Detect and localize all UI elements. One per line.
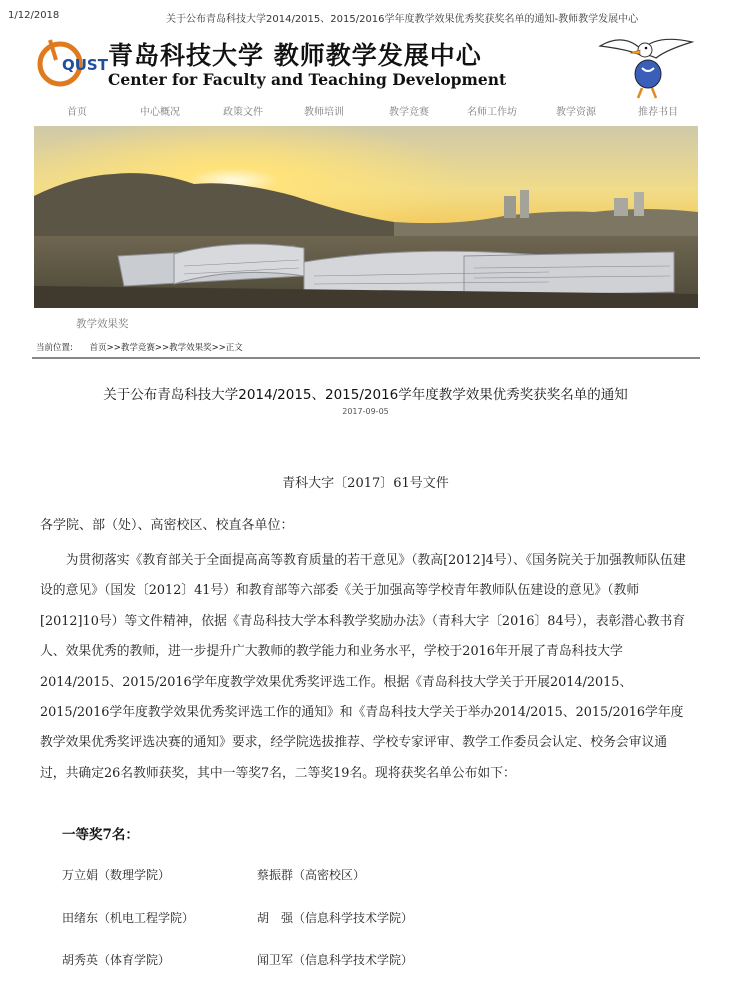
- salutation: 各学院、部（处）、高密校区、校直各单位：: [40, 518, 294, 533]
- nav-item-training[interactable]: 教师培训: [304, 107, 344, 118]
- site-header: [36, 30, 696, 100]
- award-heading: 一等奖7名：: [62, 827, 139, 843]
- body-paragraph: 为贯彻落实《教育部关于全面提高高等教育质量的若干意见》（教高[2012]4号）、《国务院关于加强教师队伍建设的意见》（国发〔2012〕41号）和教育部等六部委《关于加强高等学校青年教师队伍建设的意见》（教师[2012]10号）等文件精神，依据《青岛科技大学本科教学奖励办法》（青科大字〔2016〕84号），表彰潜心教书育人、效果优秀的教师，进一步提升广大教师的教学能力和业务水平，学校于2016年开展了青岛科技大学2014/2015、2015/2016学年度教学效果优秀奖评选工作。根据《青岛科技大学关于开展2014/2015、2015/2016学年度教学效果优秀奖评选工作的通知》和《青岛科技大学关于举办2014/2015、2015/2016学年度教学效果优秀奖评选决赛的通知》要求，经学院选拔推荐、学校专家评审、教学工作委员会认定、校务会审议通过，共确定26名教师获奖，其中一等奖7名，二等奖19名。现将获奖名单公布如下：: [40, 553, 686, 781]
- nav-item-center-overview[interactable]: 中心概况: [140, 107, 180, 118]
- winner-name: 闻卫军（信息科学技术学院）: [257, 953, 414, 967]
- divider: [32, 357, 700, 359]
- campus-banner: [34, 126, 698, 308]
- section-label: 教学效果奖: [76, 318, 129, 330]
- winner-name: 胡秀英（体育学院）: [62, 953, 171, 967]
- campus-photo: [34, 126, 698, 308]
- winner-name: 蔡振群（高密校区）: [257, 868, 366, 882]
- article-date: 2017-09-05: [342, 407, 389, 416]
- breadcrumb-label: 当前位置:: [36, 343, 73, 353]
- nav-item-workshop[interactable]: 名师工作坊: [467, 107, 517, 118]
- winner-name: 胡 强（信息科学技术学院）: [257, 911, 414, 925]
- breadcrumb-trail[interactable]: 首页>>教学竞赛>>教学效果奖>>正文: [89, 343, 243, 353]
- site-title-cn: 青岛科技大学 教师教学发展中心: [108, 41, 482, 70]
- winner-name: 田绪东（机电工程学院）: [62, 911, 195, 925]
- qust-logo[interactable]: [36, 30, 108, 96]
- document-number: 青科大字〔2017〕61号文件: [282, 476, 449, 491]
- breadcrumb: [36, 341, 243, 353]
- print-date: 1/12/2018: [8, 10, 60, 21]
- seagull-mascot-icon: [596, 28, 696, 100]
- nav-item-books[interactable]: 推荐书目: [638, 107, 678, 118]
- site-title-en: Center for Faculty and Teaching Development: [108, 70, 507, 89]
- logo-text: QUST: [62, 56, 108, 74]
- main-nav: [36, 103, 698, 121]
- nav-item-home[interactable]: 首页: [67, 107, 87, 118]
- print-header: [8, 10, 723, 24]
- nav-item-competition[interactable]: 教学竞赛: [389, 107, 429, 118]
- article-body: [40, 546, 692, 789]
- winner-name: 万立娟（数理学院）: [62, 868, 171, 882]
- article-title: 关于公布青岛科技大学2014/2015、2015/2016学年度教学效果优秀奖获奖名单的通知: [103, 387, 628, 403]
- nav-item-resources[interactable]: 教学资源: [556, 107, 596, 118]
- print-page-title: 关于公布青岛科技大学2014/2015、2015/2016学年度教学效果优秀奖获奖名单的通知-教师教学发展中心: [166, 14, 639, 25]
- nav-item-policy[interactable]: 政策文件: [223, 107, 263, 118]
